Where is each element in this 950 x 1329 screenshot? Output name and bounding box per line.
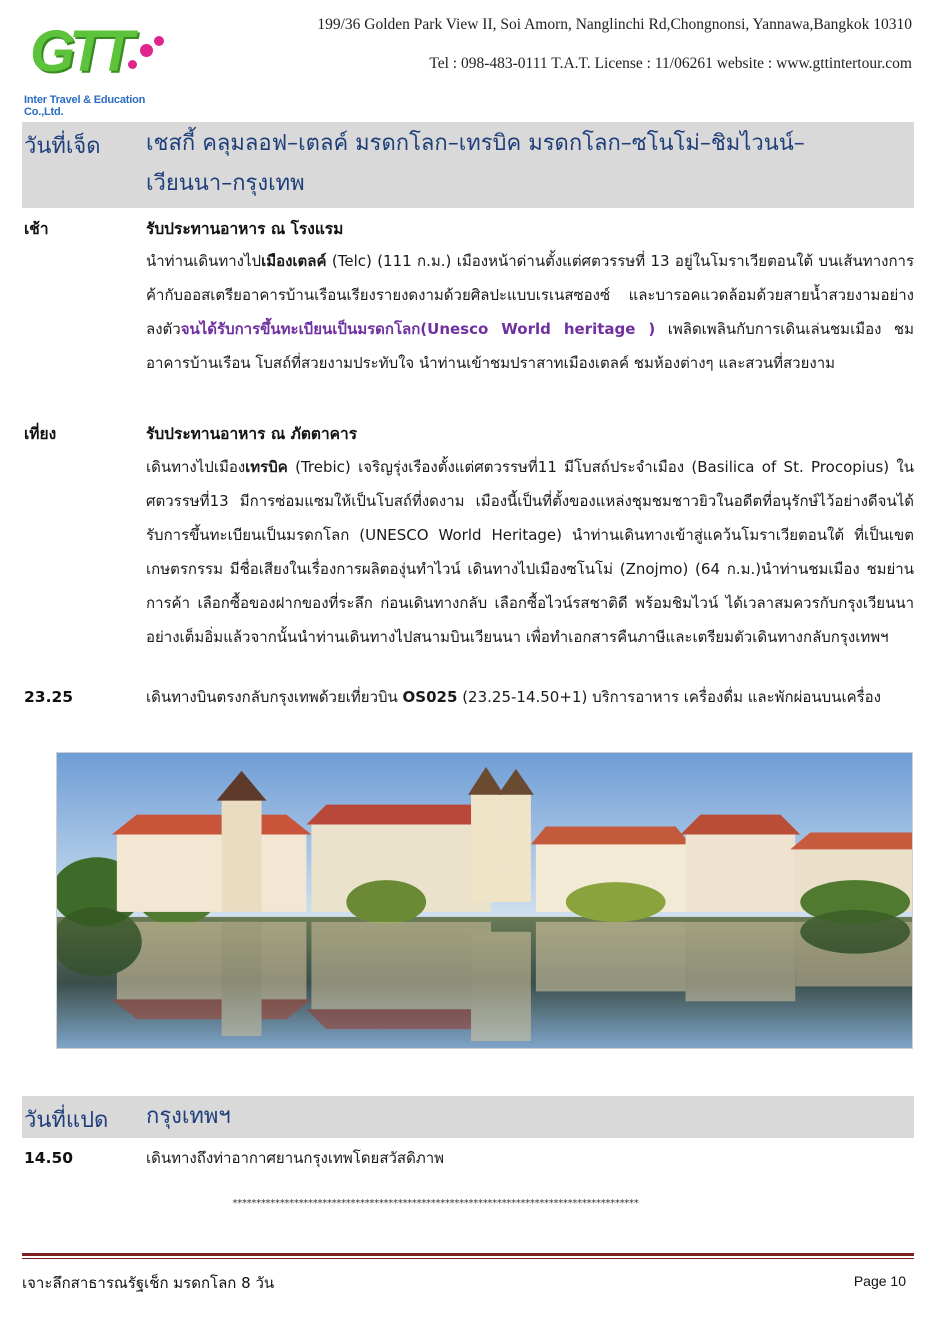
arrival-note: เดินทางถึงท่าอากาศยานกรุงเทพโดยสวัสดิภาพ: [146, 1149, 445, 1167]
flower-icon: [140, 44, 153, 57]
lunch-time: เที่ยง: [24, 425, 57, 443]
flight-number: OS025: [402, 688, 458, 706]
company-address: 199/36 Golden Park View II, Soi Amorn, Nanglinchi Rd,Chongnonsi, Yannawa,Bangkok 10310: [317, 16, 912, 33]
day8-title: กรุงเทพฯ: [146, 1104, 231, 1129]
divider-stars: **************************************************************************************: [232, 1198, 638, 1209]
footer-rule-thin: [22, 1258, 914, 1259]
flower-icon: [154, 36, 164, 46]
lunch-note: รับประทานอาหาร ณ ภัตตาคาร: [146, 425, 358, 443]
day7-title: เชสกี้ คลุมลอฟ–เตลค์ มรดกโลก–เทรบิค มรดกโลก–ซโนโม่–ชิมไวนน์–เวียนนา–กรุงเทพ: [146, 131, 805, 196]
telc-description: [146, 244, 914, 380]
trebic-description: [146, 450, 914, 654]
unesco-highlight: จนได้รับการขึ้นทะเบียนเป็นมรดกโลก(Unesco World heritage ): [180, 320, 656, 338]
trebic-city-name: เทรบิค: [245, 458, 288, 476]
telc-text-1: นำท่านเดินทางไป: [146, 252, 262, 270]
tour-name: เจาะลึกสาธารณรัฐเช็ก มรดกโลก 8 วัน: [22, 1274, 275, 1292]
flight-time: 23.25: [24, 688, 74, 706]
town-reflection-illustration: [57, 753, 912, 1048]
flight-description: [146, 680, 914, 714]
flight-text-1: เดินทางบินตรงกลับกรุงเทพด้วยเที่ยวบิน: [146, 688, 403, 706]
breakfast-note: รับประทานอาหาร ณ โรงแรม: [146, 220, 344, 238]
logo-letters: GTT: [30, 19, 128, 84]
day7-heading-bar: [22, 122, 914, 208]
telc-text-2: (Telc) (111 ก.ม.) เมืองหน้าด่านตั้งแต่ศตวรรษที่ 13 อยู่ในโมราเวียตอนใต้ บนเส้นทางการค้ากับออสเตรียอาคารบ้านเรือนเรียงรายงดงามด้วยศิลปะแบบเรเนสซองซ์ และบารอคแวดล้อมด้วยสายน้ำสวยงามอย่างลงตัว: [146, 252, 914, 338]
trebic-text-2: (Trebic) เจริญรุ่งเรืองตั้งแต่ศตวรรษที่11 มีโบสถ์ประจำเมือง (Basilica of St. Procopius) ในศตวรรษที่13 มีการซ่อมแซมให้เป็นโบสถ์ที่งดงาม เมืองนี้เป็นที่ตั้งของแหล่งชุมชมชาวยิวในอดีตที่อนุรักษ์ไว้อย่างดีจนได้รับการขึ้นทะเบียนเป็นมรดกโลก (UNESCO World Heritage) นำท่านเดินทางเข้าสู่แคว้นโมราเวียตอนใต้ ที่เป็นเขตเกษตรกรรม มีชื่อเสียงในเรื่องการผลิตองุ่นทำไวน์ เดินทางไปเมืองซโนโม่ (Znojmo) (64 ก.ม.)นำท่านชมเมือง ชมย่านการค้า เลือกซื้อของฝากของที่ระลึก ก่อนเดินทางกลับ เลือกซื้อไวน์รสชาติดี พร้อมชิมไวน์ ได้เวลาสมควรกับกรุงเวียนนาอย่างเต็มอิ่มแล้วจากนั้นนำท่านเดินทางไปสนามบินเวียนนา เพื่อทำเอกสารคืนภาษีและเตรียมตัวเดินทางกลับกรุงเทพฯ: [146, 458, 914, 646]
telc-town-photo: [56, 752, 913, 1049]
arrival-time: 14.50: [24, 1149, 74, 1167]
telc-city-name: เมืองเตลค์: [261, 252, 327, 270]
page-number: Page 10: [853, 1273, 906, 1289]
telc-text-3: เพลิดเพลินกับการเดินเล่นชมเมือง ชมอาคารบ้านเรือน โบสถ์ที่สวยงามประทับใจ นำท่านเข้าชมปราสาทเมืองเตลค์ ชมห้องต่างๆ และสวนที่สวยงาม: [146, 320, 914, 372]
company-logo: [22, 14, 182, 118]
trebic-text-1: เดินทางไปเมือง: [146, 458, 246, 476]
day7-label: วันที่เจ็ด: [24, 134, 101, 159]
flight-text-2: (23.25-14.50+1) บริการอาหาร เครื่องดื่ม และพักผ่อนบนเครื่อง: [457, 688, 881, 706]
footer-rule: [22, 1253, 914, 1256]
breakfast-time: เช้า: [24, 220, 49, 238]
day8-heading-bar: [22, 1096, 914, 1138]
logo-subtitle: Inter Travel & Education Co.,Ltd.: [24, 94, 146, 118]
page-header: [0, 0, 950, 118]
flower-icon: [128, 60, 137, 69]
day8-label: วันที่แปด: [24, 1108, 109, 1133]
company-contact: Tel : 098-483-0111 T.A.T. License : 11/06261 website : www.gttintertour.com: [429, 55, 912, 72]
